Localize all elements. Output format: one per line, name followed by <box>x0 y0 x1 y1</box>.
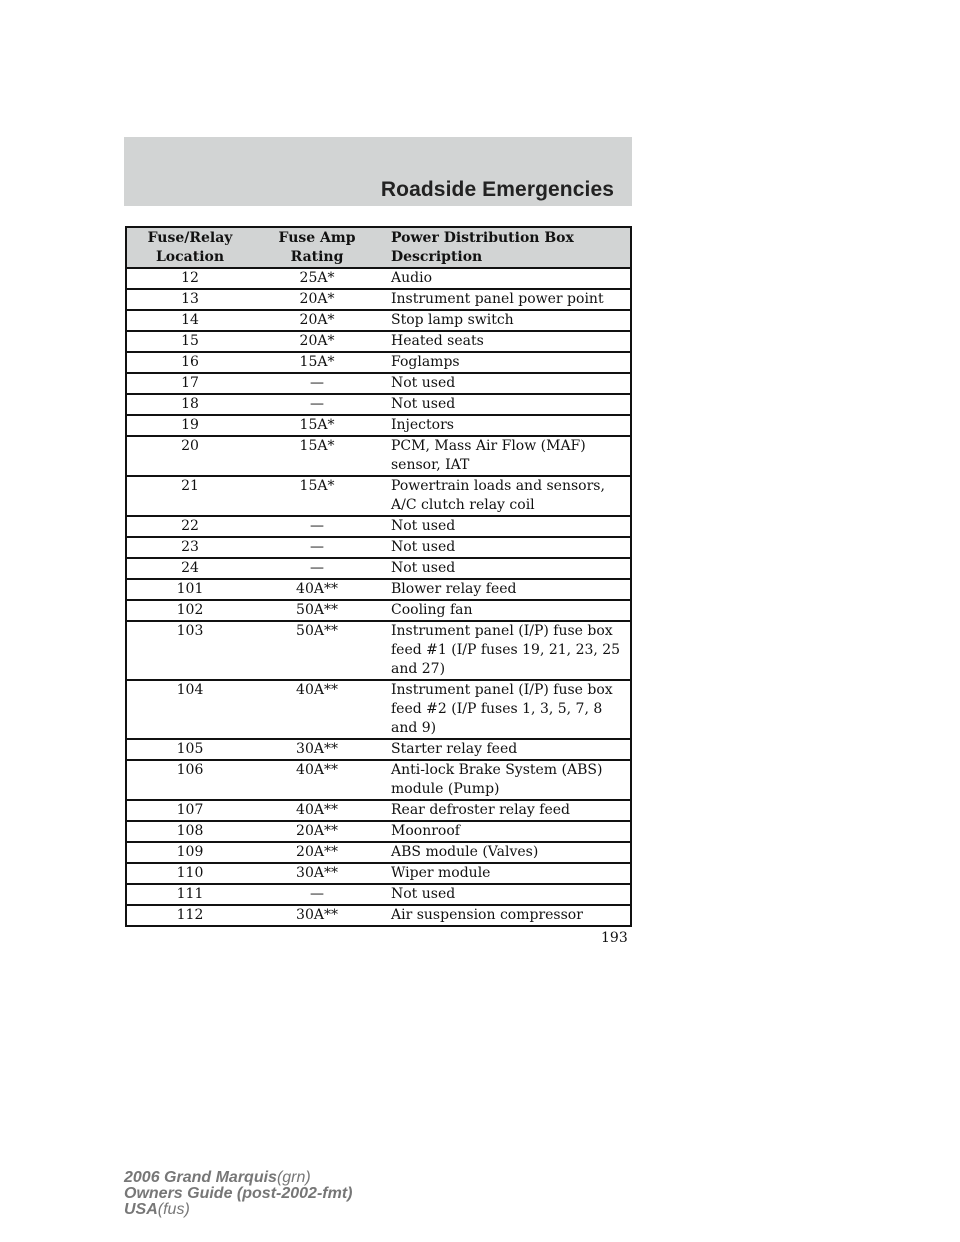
cell-location: 13 <box>126 289 253 310</box>
cell-rating: — <box>253 558 381 579</box>
table-row <box>126 905 631 926</box>
cell-description: Instrument panel power point <box>381 289 631 310</box>
table-row <box>126 600 631 621</box>
cell-location: 111 <box>126 884 253 905</box>
cell-description: Stop lamp switch <box>381 310 631 331</box>
table-row <box>126 476 631 516</box>
table-row <box>126 310 631 331</box>
cell-description: PCM, Mass Air Flow (MAF) sensor, IAT <box>381 436 631 476</box>
cell-location: 19 <box>126 415 253 436</box>
table-row <box>126 800 631 821</box>
cell-description: Powertrain loads and sensors, A/C clutch relay coil <box>381 476 631 516</box>
table-row <box>126 415 631 436</box>
table-row <box>126 268 631 289</box>
cell-location: 22 <box>126 516 253 537</box>
cell-description: Instrument panel (I/P) fuse box feed #1 (I/P fuses 19, 21, 23, 25 and 27) <box>381 621 631 680</box>
cell-location: 109 <box>126 842 253 863</box>
table-row <box>126 331 631 352</box>
cell-rating: 40A** <box>253 680 381 739</box>
cell-location: 112 <box>126 905 253 926</box>
table-row <box>126 680 631 739</box>
cell-rating: 15A* <box>253 352 381 373</box>
cell-description: Cooling fan <box>381 600 631 621</box>
cell-location: 102 <box>126 600 253 621</box>
cell-location: 21 <box>126 476 253 516</box>
table-row <box>126 884 631 905</box>
cell-description: Not used <box>381 884 631 905</box>
cell-rating: — <box>253 516 381 537</box>
cell-description: Not used <box>381 558 631 579</box>
cell-description: Air suspension compressor <box>381 905 631 926</box>
footer-line-1: 2006 Grand Marquis(grn) <box>124 1169 311 1186</box>
cell-location: 103 <box>126 621 253 680</box>
table-row <box>126 436 631 476</box>
cell-description: Not used <box>381 537 631 558</box>
column-header-location: Fuse/Relay Location <box>126 227 253 268</box>
table-row <box>126 760 631 800</box>
cell-description: ABS module (Valves) <box>381 842 631 863</box>
table-header-row <box>126 227 631 268</box>
cell-description: Anti-lock Brake System (ABS) module (Pump) <box>381 760 631 800</box>
table-row <box>126 289 631 310</box>
cell-rating: 15A* <box>253 436 381 476</box>
cell-rating: 20A** <box>253 842 381 863</box>
page-number: 193 <box>601 930 628 946</box>
cell-rating: — <box>253 394 381 415</box>
table-row <box>126 821 631 842</box>
column-header-description: Power Distribution Box Description <box>381 227 631 268</box>
cell-location: 12 <box>126 268 253 289</box>
cell-description: Rear defroster relay feed <box>381 800 631 821</box>
table-row <box>126 558 631 579</box>
cell-description: Starter relay feed <box>381 739 631 760</box>
cell-location: 106 <box>126 760 253 800</box>
cell-rating: 50A** <box>253 621 381 680</box>
cell-location: 108 <box>126 821 253 842</box>
cell-rating: 50A** <box>253 600 381 621</box>
cell-description: Audio <box>381 268 631 289</box>
column-header-rating: Fuse Amp Rating <box>253 227 381 268</box>
table-row <box>126 373 631 394</box>
section-title: Roadside Emergencies <box>380 178 614 201</box>
cell-location: 15 <box>126 331 253 352</box>
cell-location: 16 <box>126 352 253 373</box>
cell-rating: 20A* <box>253 310 381 331</box>
cell-location: 20 <box>126 436 253 476</box>
cell-location: 14 <box>126 310 253 331</box>
table-body <box>126 268 631 926</box>
cell-rating: 25A* <box>253 268 381 289</box>
cell-location: 24 <box>126 558 253 579</box>
section-header-band <box>124 137 632 206</box>
cell-rating: 30A** <box>253 905 381 926</box>
table-row <box>126 739 631 760</box>
footer-line-3: USA(fus) <box>124 1201 190 1218</box>
cell-rating: 20A** <box>253 821 381 842</box>
cell-rating: 30A** <box>253 739 381 760</box>
cell-description: Heated seats <box>381 331 631 352</box>
table-row <box>126 579 631 600</box>
cell-rating: 20A* <box>253 289 381 310</box>
cell-description: Injectors <box>381 415 631 436</box>
cell-description: Wiper module <box>381 863 631 884</box>
cell-rating: 40A** <box>253 579 381 600</box>
table-row <box>126 394 631 415</box>
cell-rating: 15A* <box>253 415 381 436</box>
fuse-table <box>125 226 632 927</box>
cell-location: 105 <box>126 739 253 760</box>
table-row <box>126 621 631 680</box>
cell-location: 104 <box>126 680 253 739</box>
table-row <box>126 863 631 884</box>
cell-description: Foglamps <box>381 352 631 373</box>
cell-rating: — <box>253 537 381 558</box>
cell-rating: 20A* <box>253 331 381 352</box>
cell-location: 18 <box>126 394 253 415</box>
cell-description: Instrument panel (I/P) fuse box feed #2 (I/P fuses 1, 3, 5, 7, 8 and 9) <box>381 680 631 739</box>
cell-description: Not used <box>381 373 631 394</box>
table-row <box>126 352 631 373</box>
cell-location: 17 <box>126 373 253 394</box>
cell-location: 110 <box>126 863 253 884</box>
cell-location: 107 <box>126 800 253 821</box>
cell-description: Blower relay feed <box>381 579 631 600</box>
cell-location: 101 <box>126 579 253 600</box>
cell-description: Not used <box>381 394 631 415</box>
cell-rating: — <box>253 884 381 905</box>
cell-rating: 40A** <box>253 760 381 800</box>
table-row <box>126 537 631 558</box>
footer-line-2: Owners Guide (post-2002-fmt) <box>124 1185 353 1202</box>
cell-rating: 15A* <box>253 476 381 516</box>
cell-description: Moonroof <box>381 821 631 842</box>
cell-rating: 30A** <box>253 863 381 884</box>
cell-description: Not used <box>381 516 631 537</box>
table-row <box>126 842 631 863</box>
cell-rating: 40A** <box>253 800 381 821</box>
document-footer <box>124 1170 352 1218</box>
cell-rating: — <box>253 373 381 394</box>
cell-location: 23 <box>126 537 253 558</box>
table-row <box>126 516 631 537</box>
